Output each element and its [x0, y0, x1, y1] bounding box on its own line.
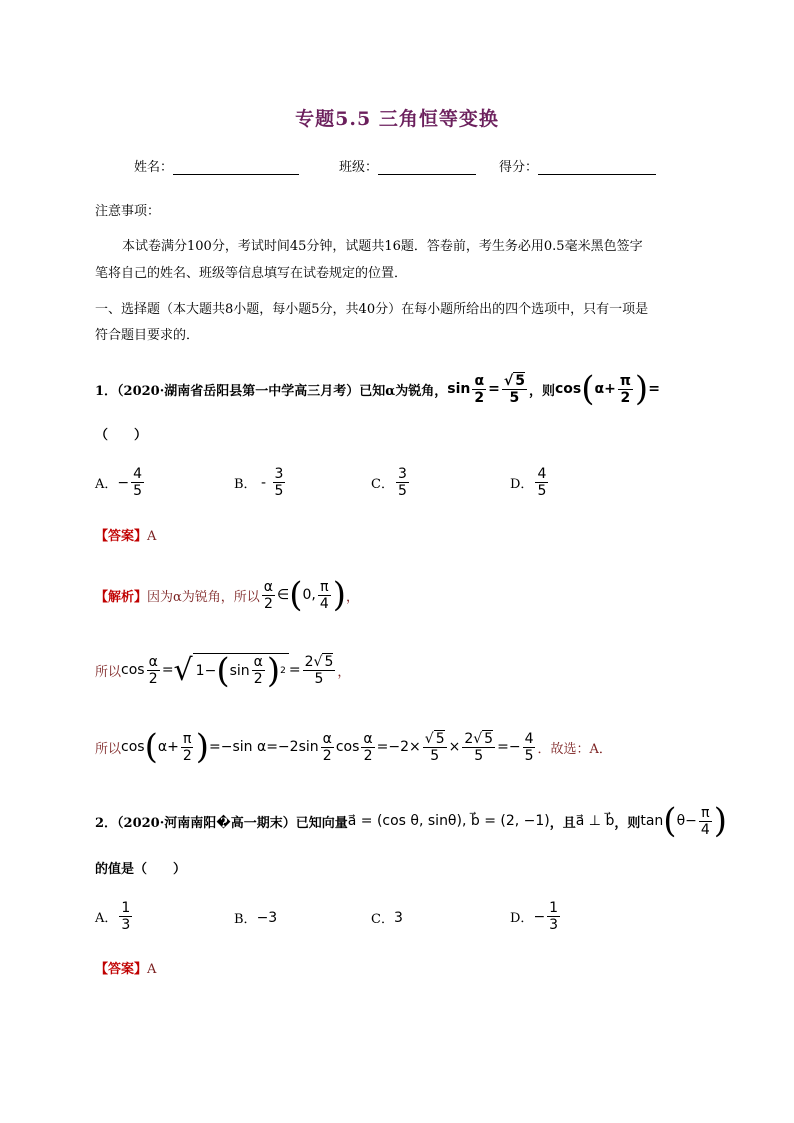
page-title: 专题5.5 三角恒等变换 — [295, 108, 499, 130]
class-field — [339, 156, 476, 175]
q1-so-1: 所以 — [95, 664, 122, 680]
class-blank[interactable] — [378, 160, 476, 175]
q1-paren: （ ） — [95, 428, 148, 443]
q1-analysis-line-1: 【解析】 因为α为锐角，所以 $\frac{\alpha}{2}$ ∈ ( 0, $\frac{\pi}{4}$ ) ， — [95, 575, 360, 615]
q1-analysis-tag: 【解析】 — [95, 589, 148, 605]
q1-answer-tag: 【答案】 — [95, 529, 148, 544]
q1-option-d[interactable]: D． $\frac{4}{5}$ — [510, 466, 547, 499]
score-blank[interactable] — [538, 160, 656, 175]
notice-line-2: 笔将自己的姓名、班级等信息填写在试卷规定的位置． — [95, 266, 408, 281]
q1-so-2: 所以 — [95, 741, 122, 757]
notice-line-1: 本试卷满分100分，考试时间45分钟，试题共16题．答卷前，考生务必用0.5毫米黑色签字 — [122, 239, 643, 254]
q1-analysis-text: 因为α为锐角，所以 — [147, 589, 260, 605]
name-blank[interactable] — [173, 160, 299, 175]
q2-stem-text: 2．（2020·河南南阳�高一期末）已知向量 — [95, 815, 348, 831]
notice-heading: 注意事项： — [95, 204, 161, 219]
q1-stem-text: 1．（2020·湖南省岳阳县第一中学高三月考）已知α为锐角， — [95, 383, 448, 399]
q2-stem: 2．（2020·河南南阳�高一期末）已知向量 a⃗ = (cos θ, sinθ), b⃗ = (2, −1) ，且 a⃗ ⊥ b⃗ ，则 tan ( θ− $\frac{\pi}{4}$ ) — [95, 801, 728, 841]
q1-analysis-line-2: 所以 cos $\frac{\alpha}{2}$ = √ 1− ( sin $\frac{\alpha}{2}$ ) 2 = $\frac{2√ 5}{5}$ ， — [95, 650, 351, 691]
q2-then: ，则 — [614, 815, 641, 831]
q1-analysis-line-3: 所以 cos ( α+ $\frac{\pi}{2}$ ) =−sin α=−2sin $\frac{\alpha}{2}$ cos $\frac{\alpha}{2}$ =−2× $\frac{√ 5}{5}$ × $\frac{2√ 5}{5}$ =− $\frac{4}{5}$ ．故选：A． — [95, 727, 612, 767]
q2-option-b[interactable]: B． −3 — [234, 909, 278, 927]
q1-stem: 1．（2020·湖南省岳阳县第一中学高三月考）已知α为锐角， sin $\frac{\alpha}{2}$ = $\frac{√ 5}{5}$ ，则 cos ( α+ $\frac{\pi}{2}$ ) = — [95, 369, 660, 409]
score-label: 得分： — [499, 160, 539, 175]
q1-answer-value: A — [147, 529, 157, 544]
q2-and: ，且 — [549, 815, 576, 831]
q2-option-c[interactable]: C． 3 — [371, 909, 403, 927]
q2-tail: 的值是（ ） — [95, 862, 187, 877]
q1-option-b[interactable]: B． - $\frac{3}{5}$ — [234, 466, 284, 499]
q1-option-c[interactable]: C． $\frac{3}{5}$ — [371, 466, 407, 499]
q1-choose: ．故选：A． — [537, 741, 612, 757]
q2-answer-tag: 【答案】 — [95, 962, 148, 977]
q1-option-a[interactable]: A． − $\frac{4}{5}$ — [95, 466, 143, 499]
q2-answer-value: A — [147, 962, 157, 977]
q2-answer — [95, 958, 156, 977]
section-heading-line-1: 一、选择题（本大题共8小题，每小题5分，共40分）在每小题所给出的四个选项中，只有一项是 — [95, 302, 649, 317]
class-label: 班级： — [339, 160, 379, 175]
q2-option-a[interactable]: A． $\frac{1}{3}$ — [95, 900, 131, 933]
q1-answer — [95, 525, 156, 544]
q2-option-d[interactable]: D． − $\frac{1}{3}$ — [510, 900, 559, 933]
q1-then: ，则 — [528, 383, 555, 399]
score-field — [499, 156, 656, 175]
name-label: 姓名： — [134, 160, 174, 175]
name-field — [134, 156, 299, 175]
section-heading-line-2: 符合题目要求的． — [95, 328, 200, 343]
